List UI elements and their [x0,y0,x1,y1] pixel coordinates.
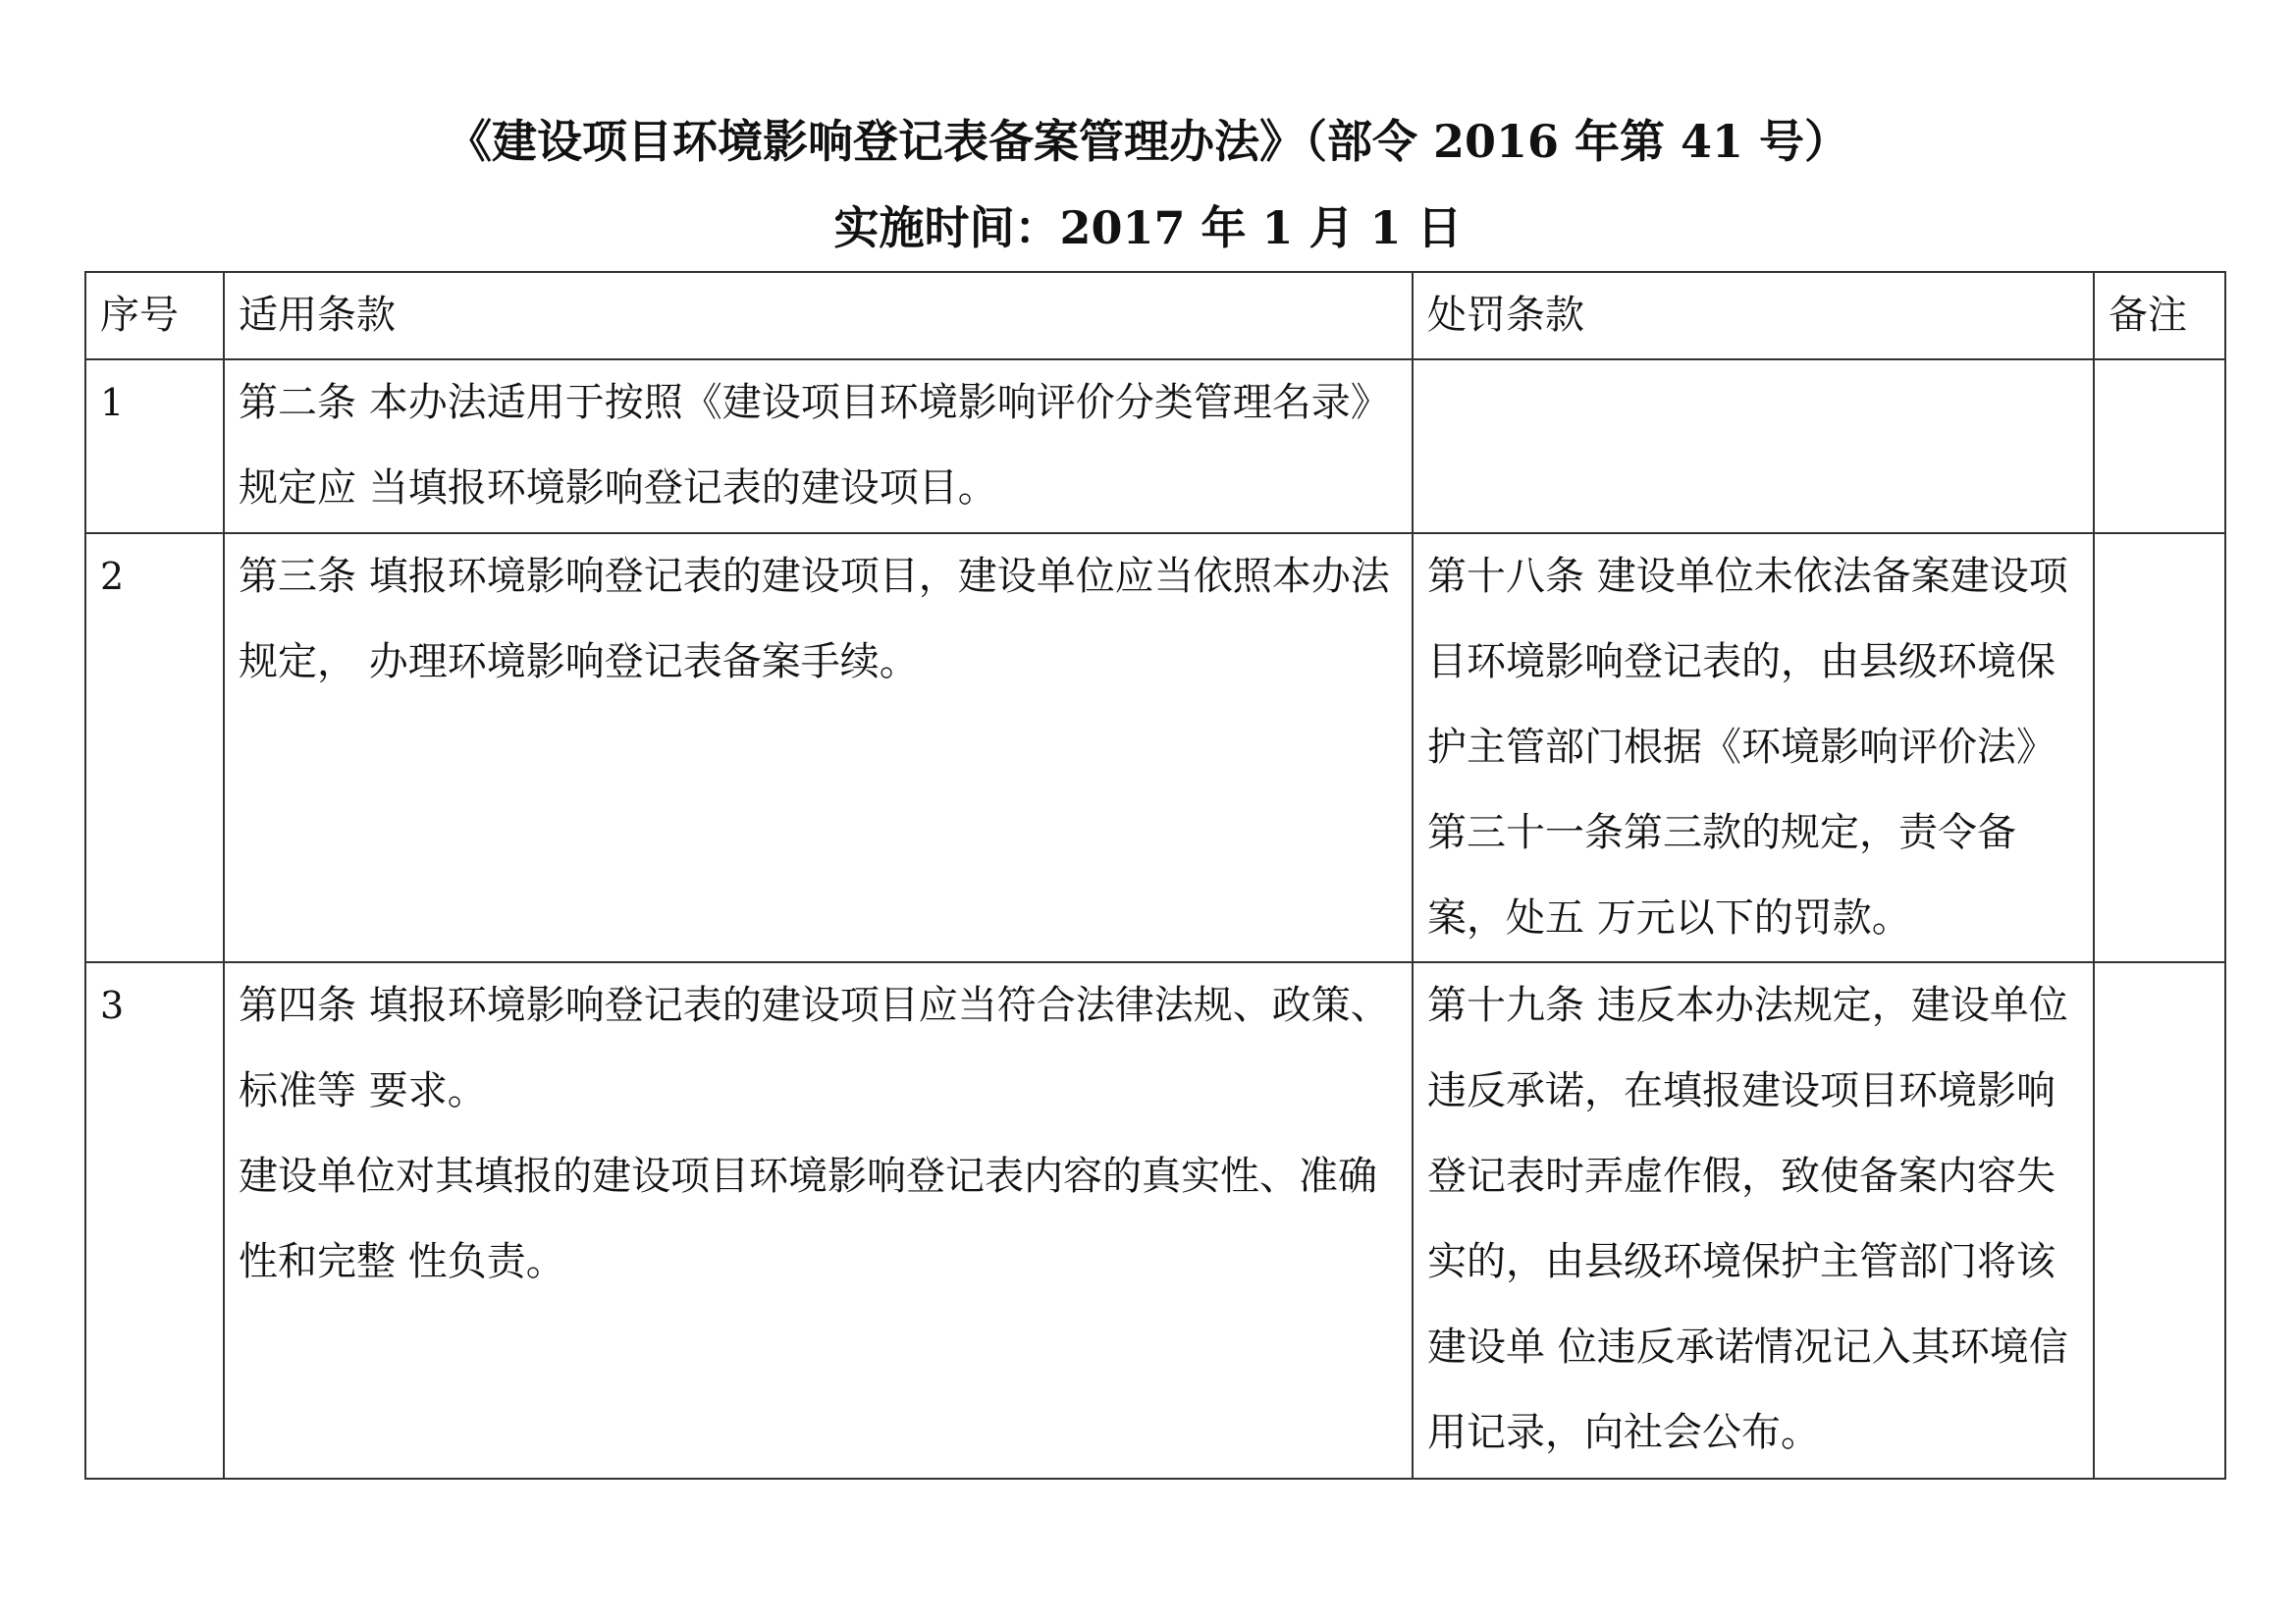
row-remark [2094,533,2225,962]
clause-paragraph: 第二条 本办法适用于按照《建设项目环境影响评价分类管理名录》规定应 当填报环境影响登记表的建设项目。 [239,380,1390,511]
header-penalty-clause: 处罚条款 [1413,272,2094,359]
row-penalty-clause [1413,359,2094,533]
document-title: 《建设项目环境影响登记表备案管理办法》（部令 2016 年第 41 号） [446,115,1850,168]
table-row [85,962,2225,1479]
regulation-table [84,271,2226,1480]
header-applicable-clause: 适用条款 [224,272,1413,359]
clause-paragraph: 建设单位对其填报的建设项目环境影响登记表内容的真实性、准确性和完整 性负责。 [239,1154,1377,1284]
row-seq: 1 [85,359,224,533]
row-applicable-clause [224,962,1413,1479]
row-seq: 3 [85,962,224,1479]
table-row [85,359,2225,533]
clause-paragraph: 第四条 填报环境影响登记表的建设项目应当符合法律法规、政策、标准等 要求。 [239,983,1390,1113]
effective-date: 实施时间：2017 年 1 月 1 日 [833,201,1463,254]
header-remark: 备注 [2094,272,2225,359]
row-remark [2094,359,2225,533]
row-penalty-clause: 第十九条 违反本办法规定，建设单位违反承诺，在填报建设项目环境影响 登记表时弄虚作假，致使备案内容失实的，由县级环境保护主管部门将该建设单 位违反承诺情况记入其环境信用记录，向社会公布。 [1413,962,2094,1479]
header-seq: 序号 [85,272,224,359]
clause-paragraph: 第三条 填报环境影响登记表的建设项目，建设单位应当依照本办法规定， 办理环境影响登记表备案手续。 [239,554,1390,684]
table-header-row [85,272,2225,359]
row-applicable-clause [224,359,1413,533]
table-row [85,533,2225,962]
row-penalty-clause: 第十八条 建设单位未依法备案建设项目环境影响登记表的，由县级环境保 护主管部门根据《环境影响评价法》第三十一条第三款的规定，责令备案，处五 万元以下的罚款。 [1413,533,2094,962]
row-seq: 2 [85,533,224,962]
row-applicable-clause [224,533,1413,962]
row-remark [2094,962,2225,1479]
